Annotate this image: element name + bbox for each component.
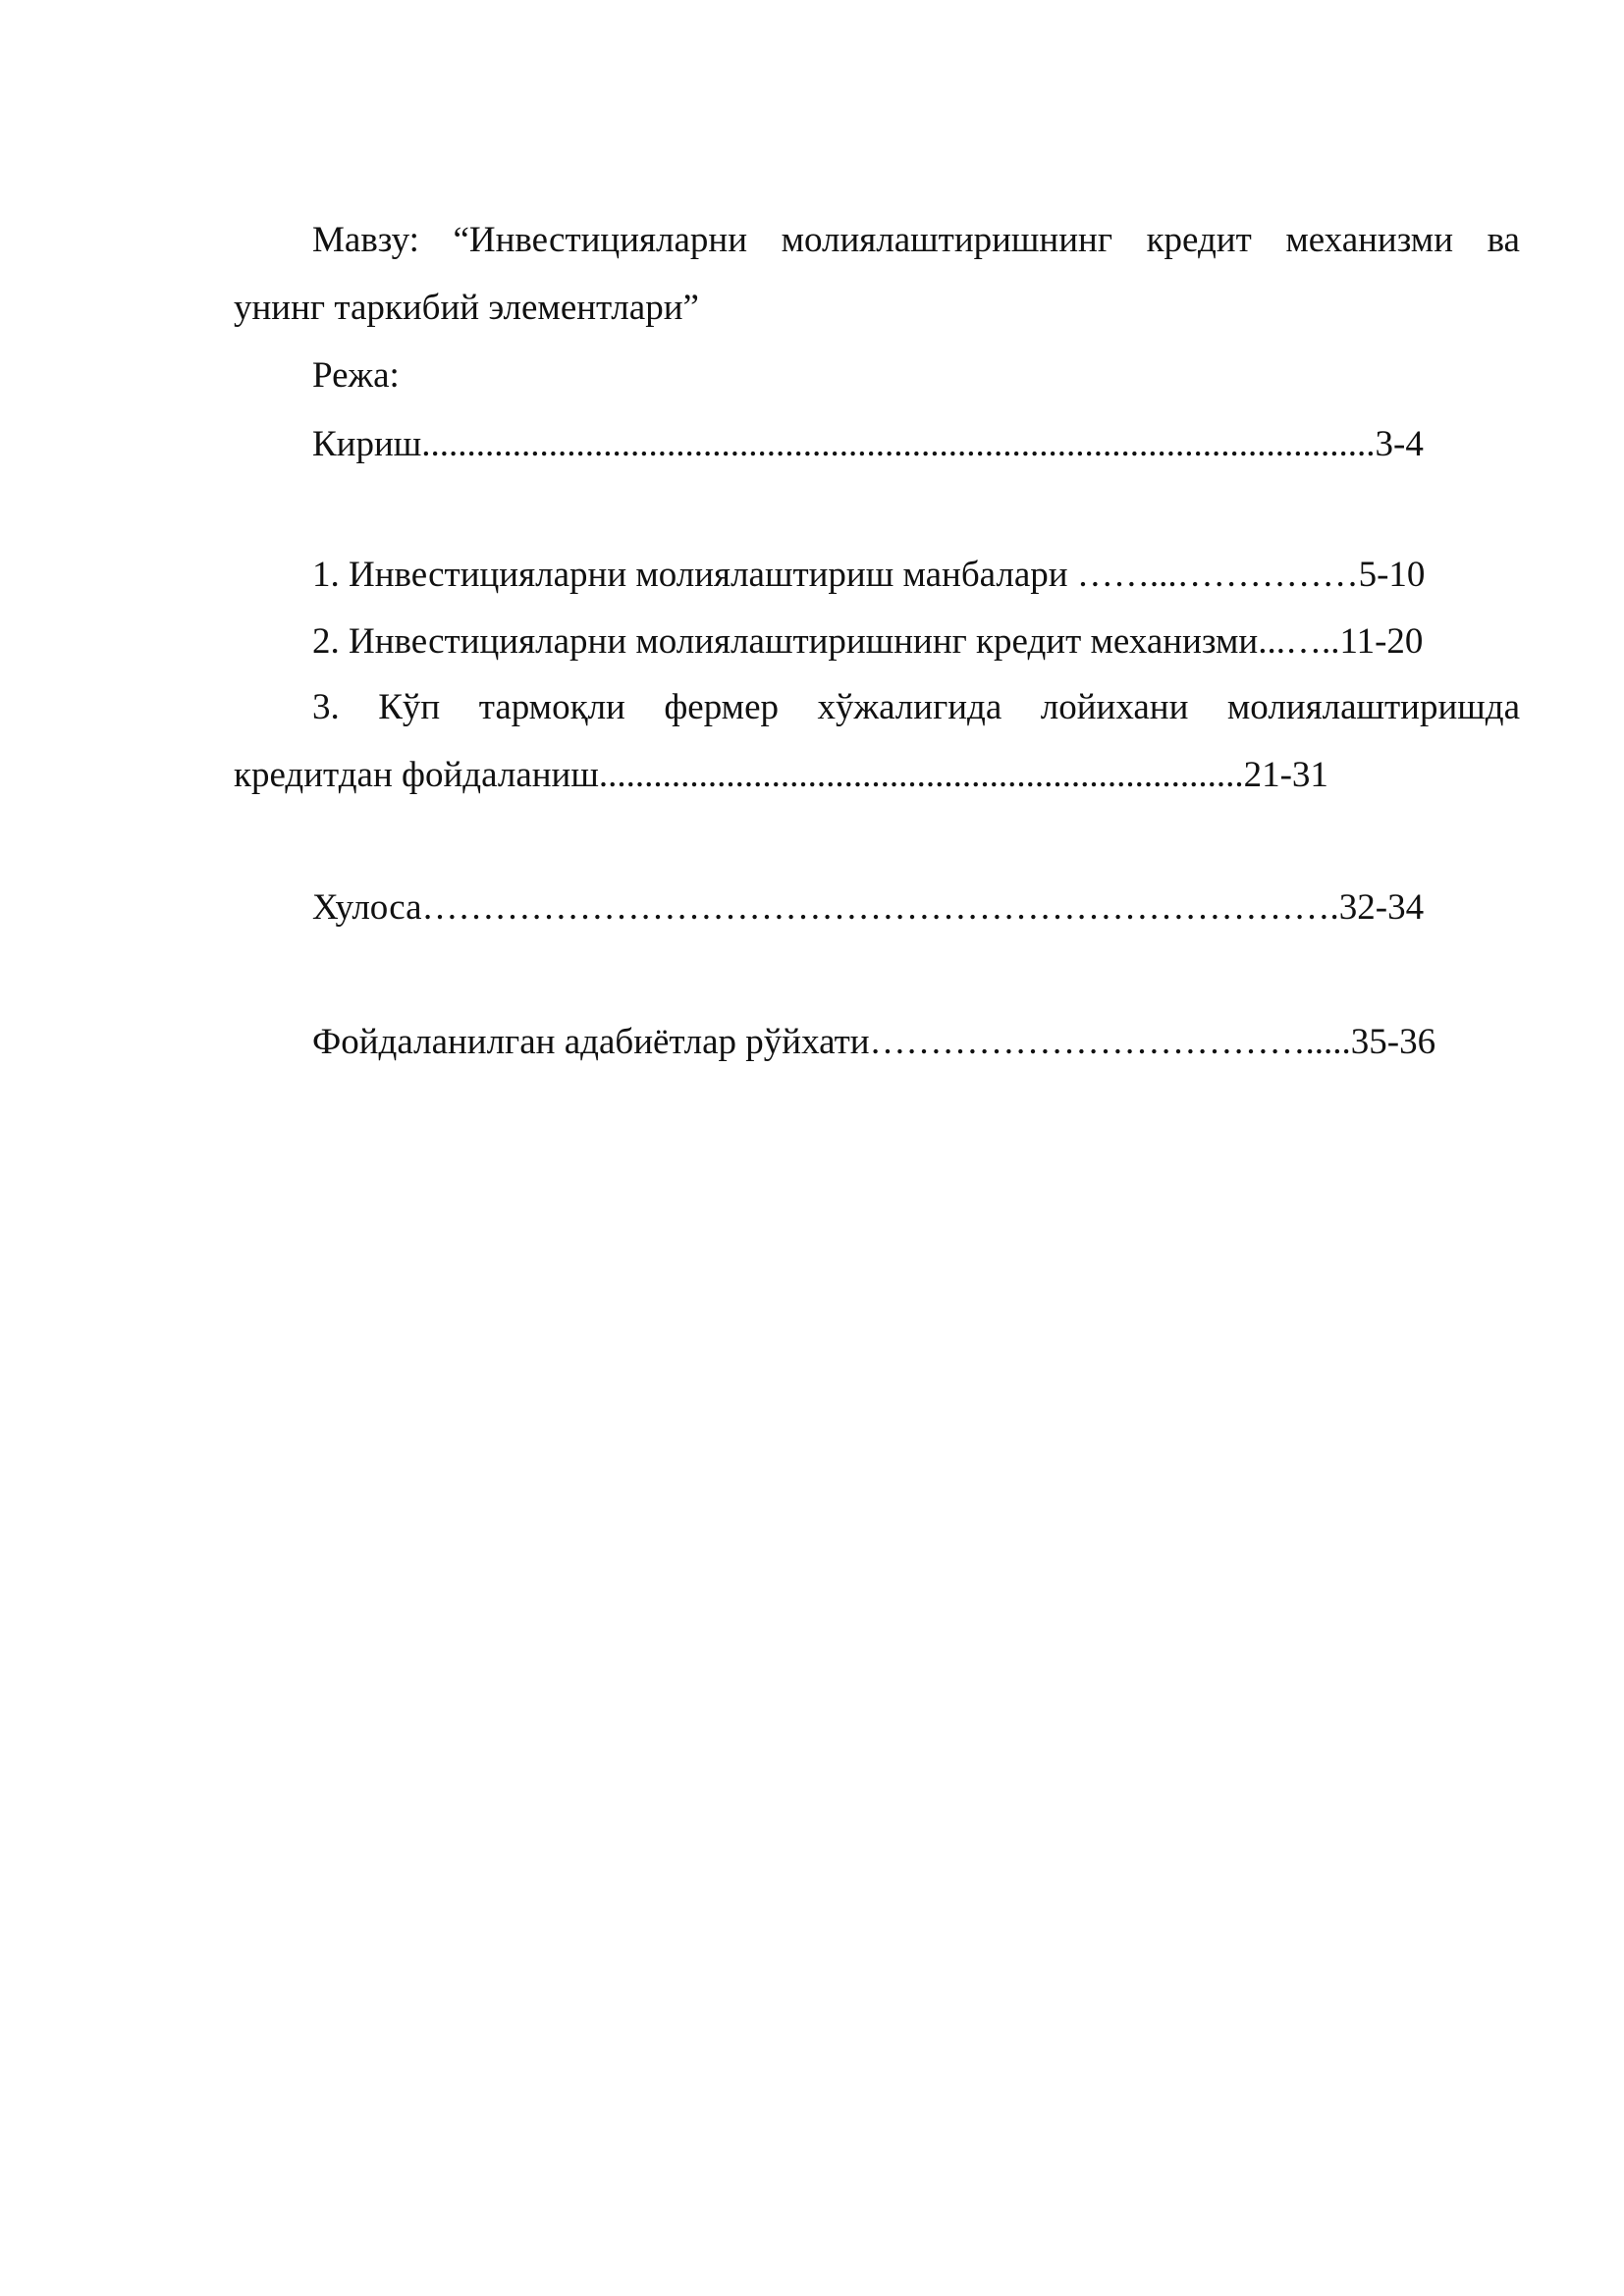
toc-word: хўжалигида [817, 687, 1002, 727]
toc-item-2: 2. Инвестицияларни молиялаштиришнинг кредит механизми...…..11-20 [312, 621, 1424, 662]
toc-word: Кўп [378, 687, 441, 727]
toc-word: фермер [664, 687, 780, 727]
topic-word: механизми [1285, 220, 1454, 260]
toc-word: молиялаштиришда [1226, 687, 1520, 727]
topic-line-1 [312, 219, 1520, 262]
topic-word: Мавзу: [312, 220, 419, 260]
plan-label: Режа: [312, 355, 400, 396]
toc-word: лойихани [1040, 687, 1189, 727]
toc-conclusion: Хулоса………………………………………………………………….32-34 [312, 887, 1425, 928]
topic-word: молиялаштиришнинг [781, 220, 1113, 260]
toc-item-1: 1. Инвестицияларни молиялаштириш манбалари ……...……………5-10 [312, 555, 1426, 595]
toc-intro: Кириш.........................................................................................................3-4 [312, 424, 1424, 464]
toc-references: Фойдаланилган адабиётлар рўйхати……………………………….....35-36 [312, 1022, 1436, 1062]
toc-item-3-line-2: кредитдан фойдаланиш.......................................................................21-31 [234, 755, 1328, 795]
toc-word: 3. [312, 687, 340, 727]
topic-line-2: унинг таркибий элементлари” [234, 288, 699, 328]
topic-word: “Инвестицияларни [453, 220, 748, 260]
topic-word: кредит [1146, 220, 1252, 260]
toc-item-3-line-1 [312, 686, 1520, 729]
topic-word: ва [1487, 220, 1520, 260]
toc-word: тармоқли [478, 687, 625, 727]
